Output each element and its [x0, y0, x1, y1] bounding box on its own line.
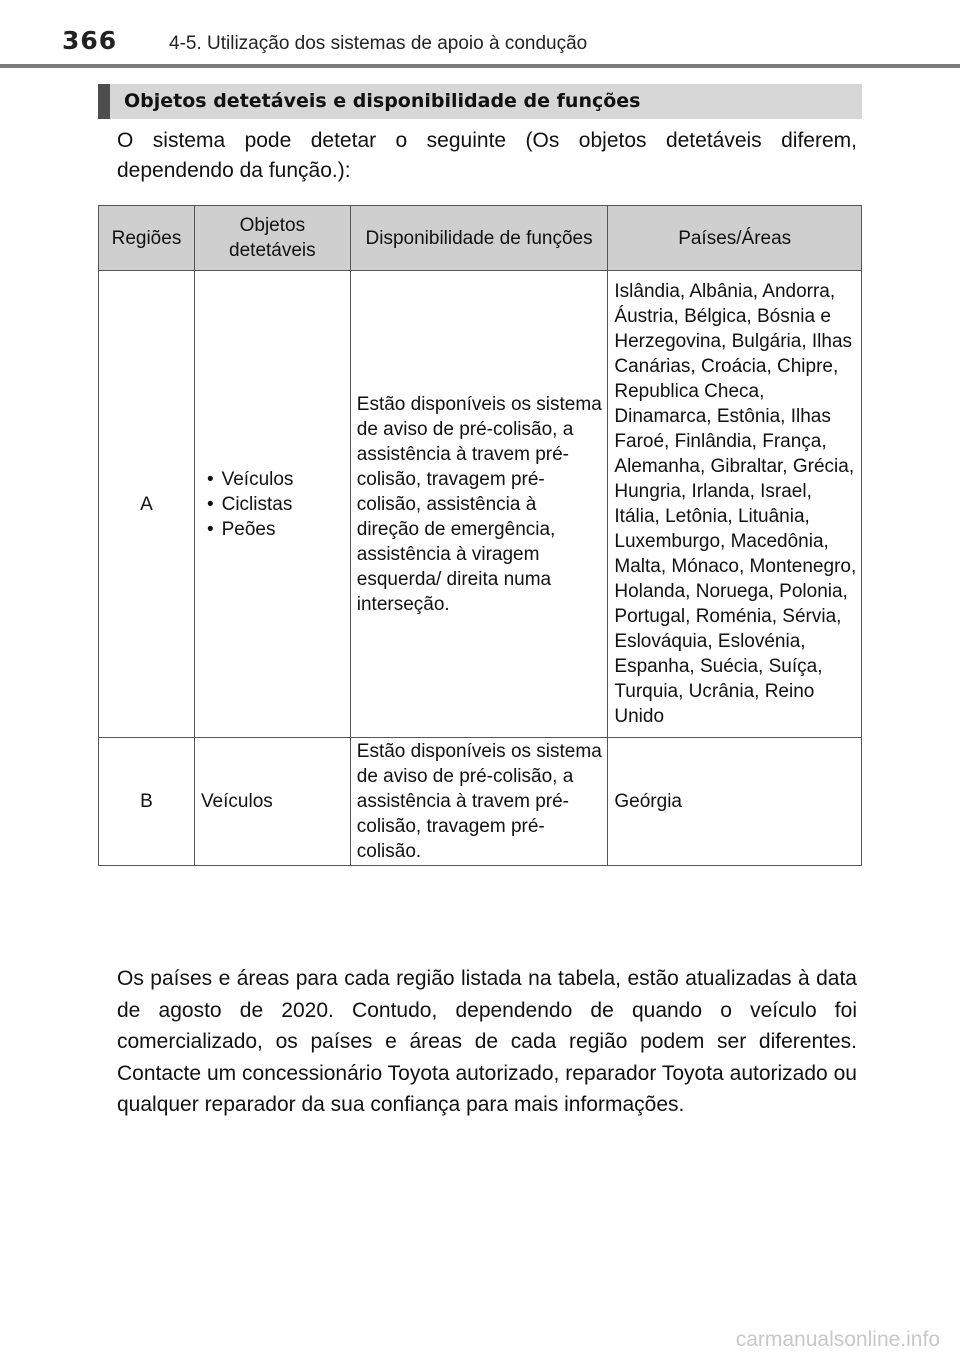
- page-number: 366: [62, 26, 118, 55]
- footer-paragraph: Os países e áreas para cada região listada na tabela, estão atualizadas à data de agosto de 2020. Contudo, dependendo de quando o veículo foi comercializado, os países e áreas de cada região podem ser diferentes. Contacte um concessionário Toyota autorizado, reparador Toyota autorizado ou qualquer reparador da sua confiança para mais informações.: [117, 967, 857, 1116]
- section-heading: Objetos detetáveis e disponibilidade de funções: [98, 84, 862, 119]
- table-row: [99, 271, 862, 738]
- header-availability: Disponibilidade de funções: [350, 206, 608, 271]
- regions-table: [98, 205, 862, 866]
- table-header-row: [99, 206, 862, 271]
- header-rule: [0, 64, 960, 68]
- header-objects: Objetos detetáveis: [194, 206, 350, 271]
- region-cell: B: [99, 738, 195, 866]
- countries-cell: Geórgia: [608, 738, 862, 866]
- availability-cell: Estão disponíveis os sistema de aviso de pré-colisão, a assistência à travem pré-colisão, travagem pré-colisão, assistência à direção de emergência, assistência à viragem esquerda/ direita numa interseção.: [350, 271, 608, 738]
- region-cell: A: [99, 271, 195, 738]
- availability-cell: Estão disponíveis os sistema de aviso de pré-colisão, a assistência à travem pré-colisão, travagem pré-colisão.: [350, 738, 608, 866]
- chapter-title: 4-5. Utilização dos sistemas de apoio à condução: [169, 33, 588, 54]
- header-countries: Países/Áreas: [608, 206, 862, 271]
- objects-list: [201, 467, 346, 542]
- watermark: carmanualsonline.info: [735, 1328, 940, 1351]
- list-item: • Veículos: [201, 467, 346, 492]
- countries-cell: Islândia, Albânia, Andorra, Áustria, Bélgica, Bósnia e Herzegovina, Bulgária, Ilhas Canárias, Croácia, Chipre, Republica Checa, Dinamarca, Estônia, Ilhas Faroé, Finlândia, França, Alemanha, Gibraltar, Grécia, Hungria, Irlanda, Israel, Itália, Letônia, Lituânia, Luxemburgo, Macedônia, Malta, Mónaco, Montenegro, Holanda, Noruega, Polonia, Portugal, Roménia, Sérvia, Eslováquia, Eslovénia, Espanha, Suécia, Suíça, Turquia, Ucrânia, Reino Unido: [608, 271, 862, 738]
- list-item: • Ciclistas: [201, 492, 346, 517]
- header-region: Regiões: [99, 206, 195, 271]
- list-item: • Peões: [201, 517, 346, 542]
- objects-cell: [194, 271, 350, 738]
- table-row: [99, 738, 862, 866]
- objects-cell: Veículos: [194, 738, 350, 866]
- intro-paragraph: O sistema pode detetar o seguinte (Os objetos detetáveis diferem, dependendo da função.):: [117, 129, 857, 182]
